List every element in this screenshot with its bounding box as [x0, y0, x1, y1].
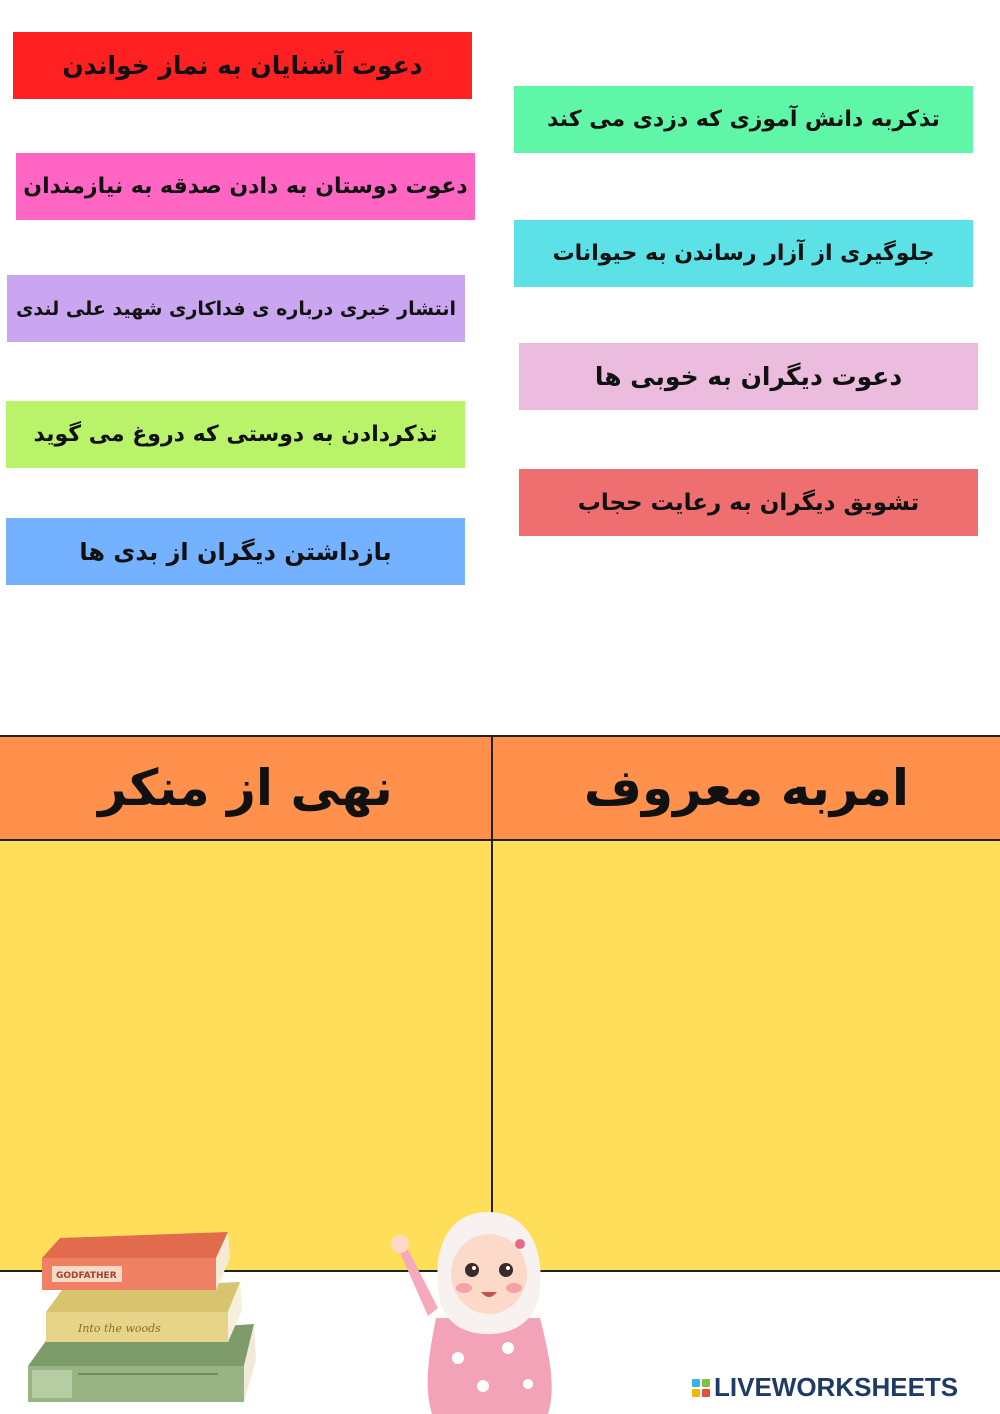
card-label: دعوت آشنایان به نماز خواندن [62, 51, 423, 80]
card-label: جلوگیری از آزار رساندن به حیوانات [552, 241, 935, 266]
card-invite-prayer[interactable] [13, 32, 472, 99]
brand-mark-icon [692, 1379, 710, 1397]
liveworksheets-logo[interactable] [692, 1372, 958, 1403]
card-invite-goodness[interactable] [519, 343, 978, 410]
card-stop-bad-deeds[interactable] [6, 518, 465, 585]
card-label: تذکردادن به دوستی که دروغ می گوید [33, 422, 438, 447]
card-warn-thief-student[interactable] [514, 86, 973, 153]
card-label: دعوت دوستان به دادن صدقه به نیازمندان [23, 174, 468, 199]
card-invite-charity[interactable] [16, 153, 475, 220]
card-encourage-hijab[interactable] [519, 469, 978, 536]
table-column-divider [491, 735, 493, 1272]
card-label: تذکربه دانش آموزی که دزدی می کند [547, 107, 940, 132]
books-illustration [18, 1228, 263, 1414]
header-label: امربه معروف [583, 758, 910, 817]
card-label: تشویق دیگران به رعایت حجاب [577, 489, 920, 516]
header-label: نهی از منکر [98, 758, 393, 817]
hijab-girl-illustration [388, 1208, 568, 1414]
book-spine-text-mid: Into the woods [78, 1322, 161, 1335]
card-martyr-news[interactable] [7, 275, 465, 342]
book-red [42, 1232, 230, 1290]
book-yellow [46, 1282, 242, 1342]
card-label: دعوت دیگران به خوبی ها [594, 362, 903, 391]
drop-zone-enjoining-good[interactable] [493, 840, 1000, 1272]
brand-name: LIVEWORKSHEETS [714, 1372, 959, 1402]
table-top-border [0, 735, 1000, 737]
card-warn-lying-friend[interactable] [6, 401, 465, 468]
table-header-divider [0, 839, 1000, 841]
sorting-table [0, 735, 1000, 1272]
header-forbidding-wrong [0, 735, 491, 840]
card-prevent-animal-harm[interactable] [514, 220, 973, 287]
card-label: انتشار خبری درباره ی فداکاری شهید علی لندی [16, 297, 456, 320]
card-label: بازداشتن دیگران از بدی ها [79, 537, 392, 566]
book-spine-text-top: GODFATHER [56, 1271, 117, 1281]
header-enjoining-good [493, 735, 1000, 840]
